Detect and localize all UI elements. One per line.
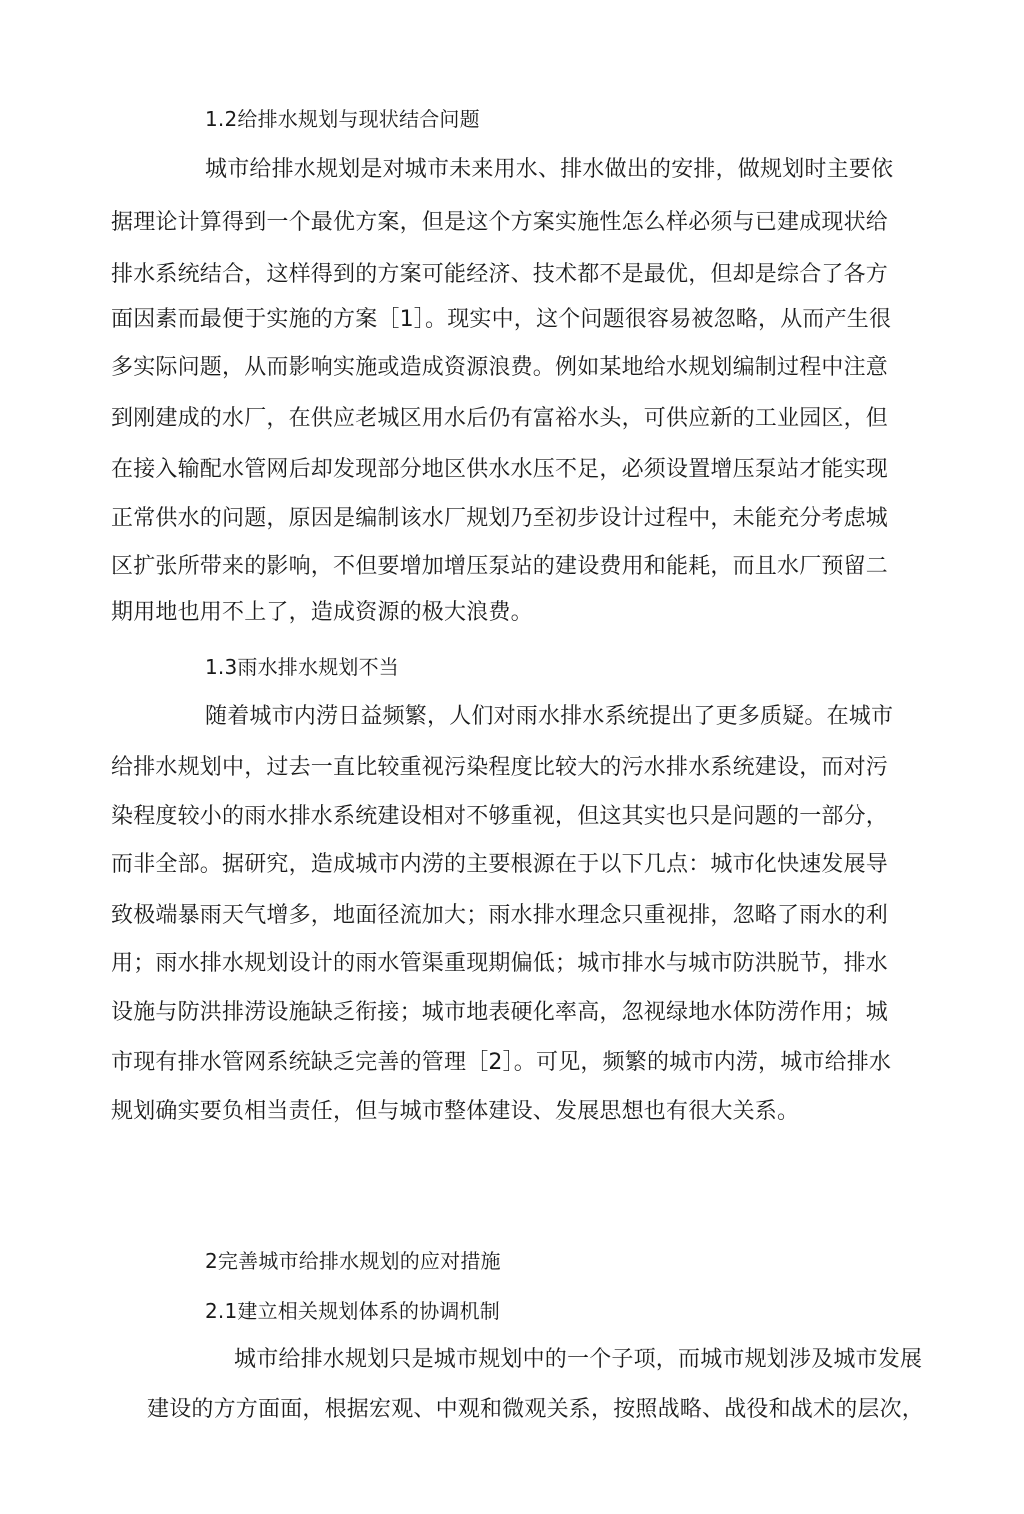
paragraph-line: 致极端暴雨天气增多，地面径流加大；雨水排水理念只重视排，忽略了雨水的利 [111, 903, 889, 928]
paragraph-line: 排水系统结合，这样得到的方案可能经济、技术都不是最优，但却是综合了各方 [111, 262, 889, 287]
paragraph-line: 给排水规划中，过去一直比较重视污染程度比较大的污水排水系统建设，而对污 [111, 755, 889, 780]
paragraph-line: 区扩张所带来的影响，不但要增加增压泵站的建设费用和能耗，而且水厂预留二 [111, 554, 889, 579]
section-heading-1-2: 1.2给排水规划与现状结合问题 [205, 107, 480, 131]
paragraph-line: 随着城市内涝日益频繁，人们对雨水排水系统提出了更多质疑。在城市 [205, 704, 894, 729]
section-heading-2: 2完善城市给排水规划的应对措施 [205, 1249, 501, 1273]
paragraph-line: 在接入输配水管网后却发现部分地区供水水压不足，必须设置增压泵站才能实现 [111, 457, 889, 482]
section-heading-1-3: 1.3雨水排水规划不当 [205, 655, 400, 679]
paragraph-line: 期用地也用不上了，造成资源的极大浪费。 [111, 600, 533, 625]
paragraph-line: 面因素而最便于实施的方案［1］。现实中，这个问题很容易被忽略，从而产生很 [111, 307, 892, 332]
section-heading-2-1: 2.1建立相关规划体系的协调机制 [205, 1299, 501, 1323]
paragraph-line: 用；雨水排水规划设计的雨水管渠重现期偏低；城市排水与城市防洪脱节，排水 [111, 951, 889, 976]
paragraph-line: 据理论计算得到一个最优方案，但是这个方案实施性怎么样必须与已建成现状给 [111, 210, 889, 235]
paragraph-line: 染程度较小的雨水排水系统建设相对不够重视，但这其实也只是问题的一部分， [111, 804, 889, 829]
paragraph-line: 到刚建成的水厂，在供应老城区用水后仍有富裕水头，可供应新的工业园区，但 [111, 406, 889, 431]
paragraph-line: 城市给排水规划是对城市未来用水、排水做出的安排，做规划时主要依 [205, 157, 894, 182]
paragraph-line: 城市给排水规划只是城市规划中的一个子项，而城市规划涉及城市发展 [234, 1347, 923, 1372]
paragraph-line: 设施与防洪排涝设施缺乏衔接；城市地表硬化率高，忽视绿地水体防涝作用；城 [111, 1000, 889, 1025]
paragraph-line: 建设的方方面面，根据宏观、中观和微观关系，按照战略、战役和战术的层次， [147, 1397, 925, 1422]
paragraph-line: 市现有排水管网系统缺乏完善的管理［2］。可见，频繁的城市内涝，城市给排水 [111, 1050, 892, 1075]
paragraph-line: 正常供水的问题，原因是编制该水厂规划乃至初步设计过程中，未能充分考虑城 [111, 506, 889, 531]
paragraph-line: 而非全部。据研究，造成城市内涝的主要根源在于以下几点：城市化快速发展导 [111, 852, 889, 877]
paragraph-line: 规划确实要负相当责任，但与城市整体建设、发展思想也有很大关系。 [111, 1099, 800, 1124]
paragraph-line: 多实际问题，从而影响实施或造成资源浪费。例如某地给水规划编制过程中注意 [111, 355, 889, 380]
